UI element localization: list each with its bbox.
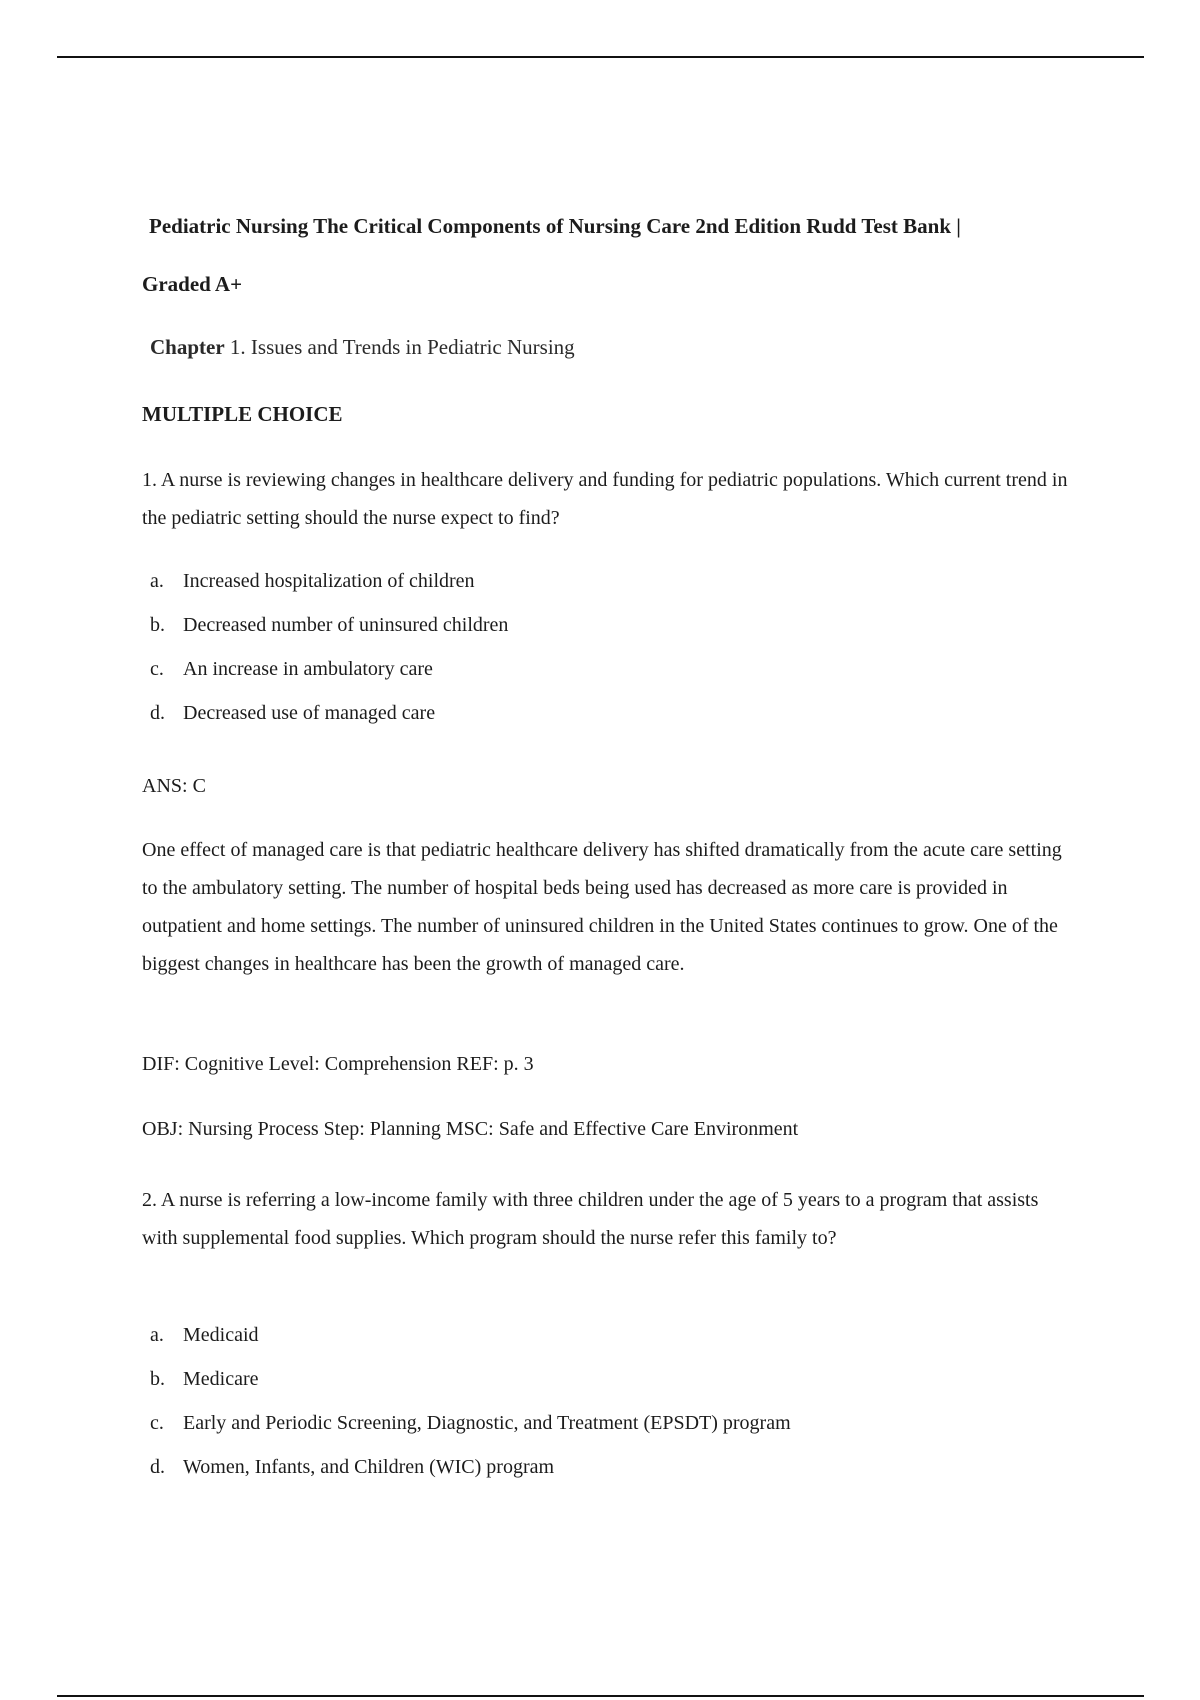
option-item [150, 1445, 791, 1489]
chapter-heading [150, 335, 575, 360]
option-letter: d. [150, 1456, 165, 1478]
option-text: Medicare [183, 1368, 259, 1390]
question-2-options [150, 1313, 791, 1489]
option-text: Early and Periodic Screening, Diagnostic, and Treatment (EPSDT) program [183, 1412, 791, 1434]
option-text: Women, Infants, and Children (WIC) program [183, 1456, 555, 1478]
question-1-options [150, 559, 508, 735]
question-1-rationale: One effect of managed care is that pediatric healthcare delivery has shifted dramatically from the acute care setting to the ambulatory setting. The number of hospital beds being used has decreased as more care is provided in outpatient and home settings. The number of uninsured children in the United States continues to grow. One of the biggest changes in healthcare has been the growth of managed care. [142, 839, 1062, 975]
document-title-grade: Graded A+ [142, 272, 243, 296]
chapter-label: Chapter [150, 335, 225, 359]
option-letter: c. [150, 1412, 164, 1434]
option-text: Increased hospitalization of children [183, 570, 475, 592]
question-1-dif: DIF: Cognitive Level: Comprehension REF: p. 3 [142, 1053, 534, 1075]
document-title: Pediatric Nursing The Critical Components of Nursing Care 2nd Edition Rudd Test Bank | [149, 214, 961, 238]
option-letter: a. [150, 570, 164, 592]
option-text: An increase in ambulatory care [183, 658, 433, 680]
option-letter: a. [150, 1324, 164, 1346]
question-2-text: 2. A nurse is referring a low-income family with three children under the age of 5 years to a program that assists with supplemental food supplies. Which program should the nurse refer this family to? [142, 1189, 1039, 1249]
option-item [150, 647, 508, 691]
option-item [150, 1313, 791, 1357]
top-rule [57, 56, 1144, 58]
option-item [150, 603, 508, 647]
option-letter: c. [150, 658, 164, 680]
option-letter: b. [150, 614, 165, 636]
question-1-answer: ANS: C [142, 775, 206, 797]
question-1-obj: OBJ: Nursing Process Step: Planning MSC: Safe and Effective Care Environment [142, 1118, 799, 1140]
option-item [150, 1357, 791, 1401]
option-text: Decreased number of uninsured children [183, 614, 509, 636]
option-item [150, 559, 508, 603]
question-1-text: 1. A nurse is reviewing changes in healthcare delivery and funding for pediatric populations. Which current trend in the pediatric setting should the nurse expect to find? [142, 469, 1068, 529]
option-text: Medicaid [183, 1324, 259, 1346]
option-item [150, 691, 508, 735]
chapter-title: 1. Issues and Trends in Pediatric Nursing [229, 335, 575, 359]
option-letter: d. [150, 702, 165, 724]
option-letter: b. [150, 1368, 165, 1390]
section-heading: MULTIPLE CHOICE [142, 402, 343, 426]
bottom-rule [57, 1695, 1144, 1697]
option-item [150, 1401, 791, 1445]
option-text: Decreased use of managed care [183, 702, 436, 724]
